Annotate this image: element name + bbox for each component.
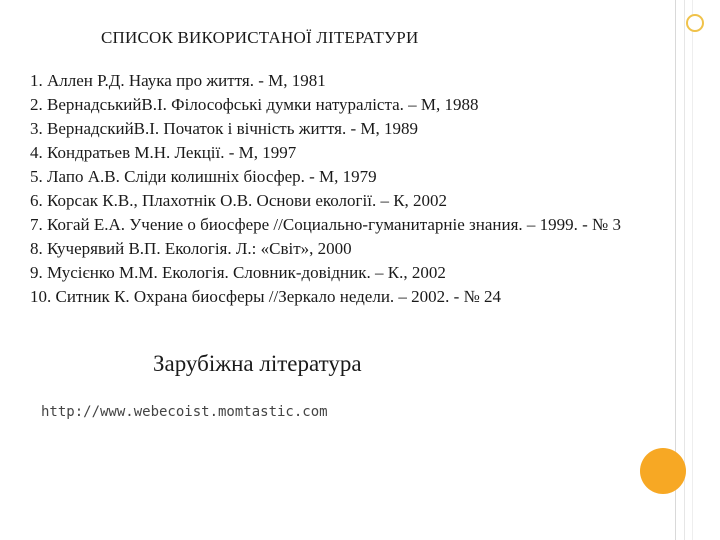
reference-item: 7. Когай Е.А. Учение о биосфере //Социально-гуманитарніе знания. – 1999. - № 3 [30, 215, 622, 234]
reference-item: 1. Аллен Р.Д. Наука про життя. - М, 1981 [30, 71, 326, 90]
reference-item: 3. ВернадскийВ.І. Початок і вічність життя. - М, 1989 [30, 119, 419, 138]
reference-item: 10. Ситник К. Охрана биосферы //Зеркало недели. – 2002. - № 24 [30, 287, 502, 306]
reference-item: 2. ВернадськийВ.І. Філософські думки натураліста. – М, 1988 [30, 95, 479, 114]
reference-item: 5. Лапо А.В. Сліди колишніх біосфер. - М, 1979 [30, 167, 377, 186]
decorative-ring [686, 14, 704, 32]
reference-item: 4. Кондратьев М.Н. Лекції. - М, 1997 [30, 143, 297, 162]
reference-item: 9. Мусієнко М.М. Екологія. Словник-довідник. – К., 2002 [30, 263, 446, 282]
decorative-orange-dot [640, 448, 686, 494]
reference-item: 8. Кучерявий В.П. Екологія. Л.: «Світ», 2000 [30, 239, 352, 258]
website-link[interactable]: http://www.webecoist.momtastic.com [41, 404, 328, 420]
reference-item: 6. Корсак К.В., Плахотнік О.В. Основи екології. – К, 2002 [30, 191, 448, 210]
reference-list [30, 69, 690, 309]
section-subtitle: Зарубіжна література [153, 351, 362, 376]
page-title: СПИСОК ВИКОРИСТАНОЇ ЛІТЕРАТУРИ [101, 28, 419, 47]
